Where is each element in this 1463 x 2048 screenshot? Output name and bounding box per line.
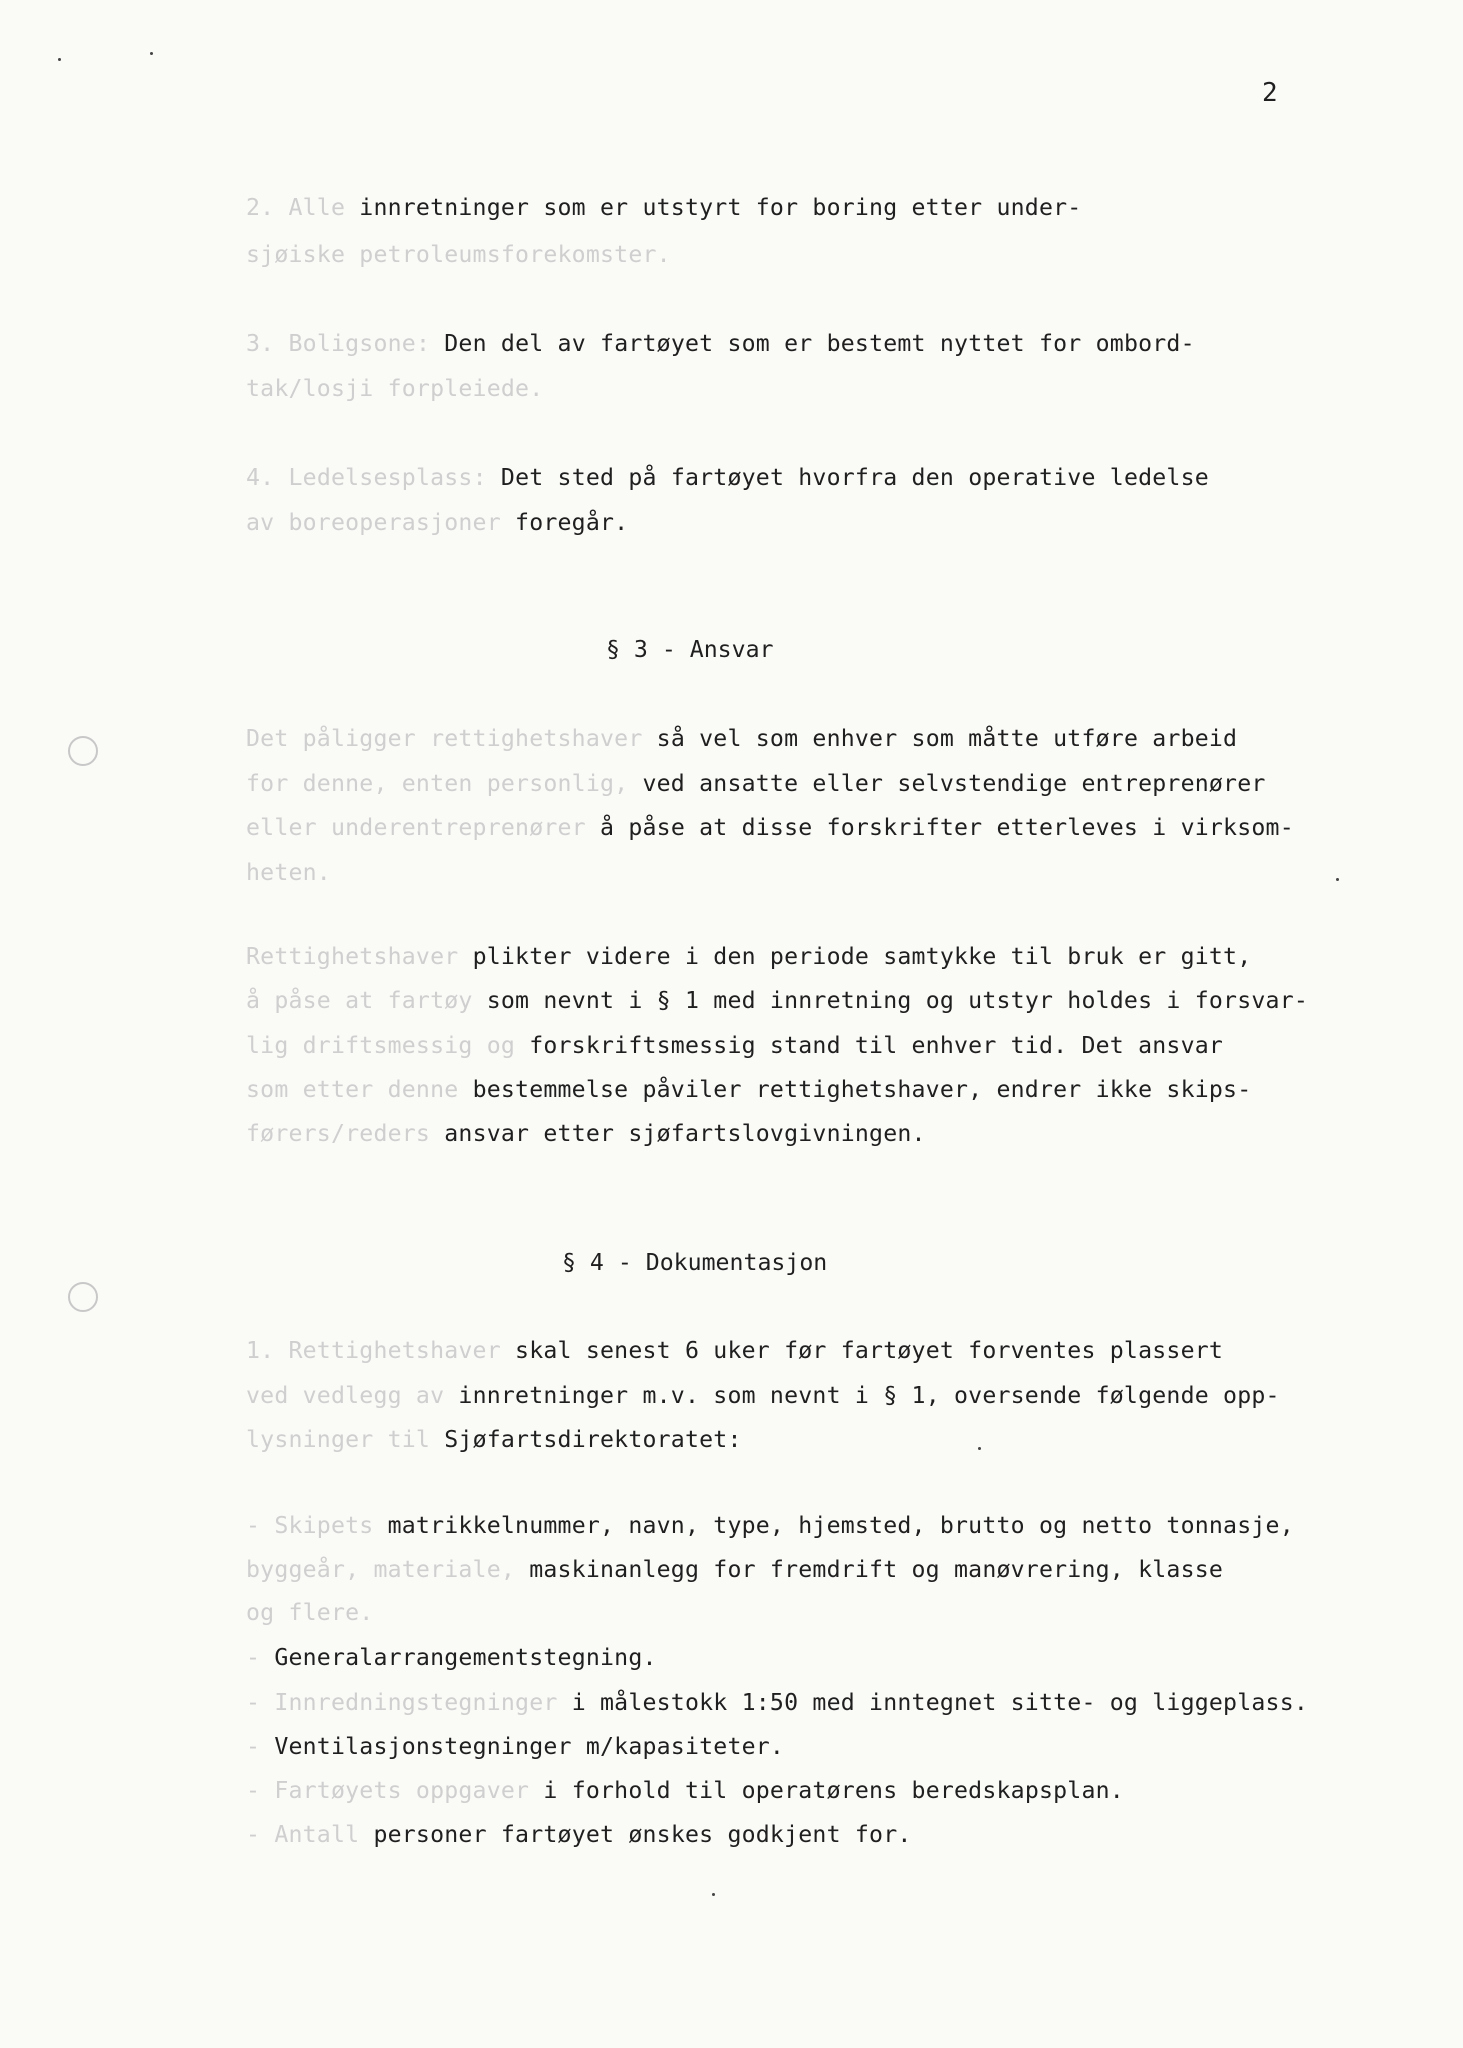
section-4-p1-line-1 — [246, 1336, 1223, 1366]
body-text: forskriftsmessig stand til enhver tid. Det ansvar — [529, 1032, 1224, 1059]
body-text: bestemmelse påviler rettighetshaver, endrer ikke skips- — [472, 1076, 1252, 1103]
item-3-line-2 — [246, 374, 543, 404]
list-item — [246, 1820, 912, 1850]
list-item — [246, 1643, 657, 1673]
list-item — [246, 1598, 373, 1628]
body-text: som nevnt i § 1 med innretning og utstyr holdes i forsvar- — [486, 987, 1309, 1014]
body-text: i forhold til operatørens beredskapsplan. — [543, 1777, 1124, 1804]
faint-text: ved vedlegg av — [246, 1382, 459, 1409]
scan-speck — [978, 1447, 981, 1450]
page-number: 2 — [1262, 78, 1278, 108]
section-3-p2-line-4 — [246, 1075, 1251, 1105]
faint-text: for denne, enten personlig, — [246, 770, 643, 797]
section-3-p2-line-2 — [246, 986, 1308, 1016]
faint-text: - Skipets — [246, 1512, 388, 1539]
item-3-text: Den del av fartøyet som er bestemt nyttet for ombord- — [430, 330, 1195, 357]
list-item — [246, 1511, 1294, 1541]
body-text: skal senest 6 uker før fartøyet forventes plassert — [515, 1337, 1224, 1364]
body-text: innretninger m.v. som nevnt i § 1, oversende følgende opp- — [458, 1382, 1280, 1409]
section-3-p2-line-1 — [246, 942, 1251, 972]
faint-text: - Innredningstegninger — [246, 1689, 572, 1716]
item-2-faint-prefix: 2. Alle — [246, 194, 360, 221]
body-text: Sjøfartsdirektoratet: — [444, 1426, 742, 1453]
item-2-line-1 — [246, 193, 1081, 223]
faint-text: - Antall — [246, 1821, 374, 1848]
item-2-line-2 — [246, 240, 671, 270]
faint-text: heten. — [246, 859, 331, 886]
scan-speck — [58, 58, 61, 61]
body-text: ansvar etter sjøfartslovgivningen. — [444, 1120, 926, 1147]
section-3-heading: § 3 - Ansvar — [606, 636, 774, 663]
faint-text: 1. Rettighetshaver — [246, 1337, 516, 1364]
section-3-p2-line-3 — [246, 1031, 1223, 1061]
item-4-text-2: foregår. — [515, 509, 629, 536]
item-2-text: innretninger som er utstyrt for boring etter under- — [359, 194, 1082, 221]
body-text: personer fartøyet ønskes godkjent for. — [373, 1821, 912, 1848]
body-text: i målestokk 1:50 med inntegnet sitte- og liggeplass. — [571, 1689, 1309, 1716]
list-item — [246, 1555, 1223, 1585]
faint-text: byggeår, materiale, — [246, 1556, 530, 1583]
item-4-term: Ledelsesplass: — [288, 464, 487, 491]
section-3-p1-line-1 — [246, 724, 1237, 754]
punch-hole-upper — [68, 736, 98, 766]
item-3-faint-line: tak/losji forpleiede. — [246, 375, 544, 402]
section-3-p1-line-2 — [246, 769, 1266, 799]
item-4-number: 4. — [246, 464, 275, 491]
list-item — [246, 1732, 784, 1762]
faint-text: - — [246, 1644, 275, 1671]
body-text: Generalarrangementstegning. — [274, 1644, 657, 1671]
list-item — [246, 1776, 1124, 1806]
item-3-term: Boligsone: — [288, 330, 431, 357]
item-4-line-1 — [246, 463, 1209, 493]
faint-text: eller underentreprenører — [246, 814, 601, 841]
faint-text: førers/reders — [246, 1120, 445, 1147]
section-3-p2-line-5 — [246, 1119, 926, 1149]
scan-speck — [150, 52, 153, 55]
faint-text: - — [246, 1733, 275, 1760]
body-text: matrikkelnummer, navn, type, hjemsted, brutto og netto tonnasje, — [387, 1512, 1294, 1539]
body-text: å påse at disse forskrifter etterleves i virksom- — [600, 814, 1294, 841]
scan-speck — [1336, 878, 1339, 881]
item-3-number: 3. — [246, 330, 275, 357]
item-2-faint-line: sjøiske petroleumsforekomster. — [246, 241, 671, 268]
body-text: så vel som enhver som måtte utføre arbeid — [656, 725, 1238, 752]
faint-text: Det påligger rettighetshaver — [246, 725, 657, 752]
body-text: Ventilasjonstegninger m/kapasiteter. — [274, 1733, 785, 1760]
faint-text: - Fartøyets oppgaver — [246, 1777, 544, 1804]
item-4-text: Det sted på fartøyet hvorfra den operative ledelse — [486, 464, 1209, 491]
body-text: plikter videre i den periode samtykke til bruk er gitt, — [472, 943, 1252, 970]
faint-text: Rettighetshaver — [246, 943, 473, 970]
item-3-line-1 — [246, 329, 1195, 359]
faint-text: å påse at fartøy — [246, 987, 487, 1014]
section-4-p1-line-2 — [246, 1381, 1280, 1411]
section-4-p1-line-3 — [246, 1425, 742, 1455]
scan-speck — [712, 1893, 715, 1896]
list-item — [246, 1688, 1308, 1718]
faint-text: lysninger til — [246, 1426, 445, 1453]
section-3-p1-line-4 — [246, 858, 331, 888]
item-4-faint-prefix: av boreoperasjoner — [246, 509, 516, 536]
section-3-p1-line-3 — [246, 813, 1294, 843]
faint-text: som etter denne — [246, 1076, 473, 1103]
faint-text: og flere. — [246, 1599, 374, 1626]
item-4-line-2 — [246, 508, 628, 538]
body-text: ved ansatte eller selvstendige entreprenører — [642, 770, 1266, 797]
punch-hole-lower — [68, 1282, 98, 1312]
body-text: maskinanlegg for fremdrift og manøvrering, klasse — [529, 1556, 1224, 1583]
section-4-heading: § 4 - Dokumentasjon — [562, 1249, 828, 1276]
faint-text: lig driftsmessig og — [246, 1032, 530, 1059]
